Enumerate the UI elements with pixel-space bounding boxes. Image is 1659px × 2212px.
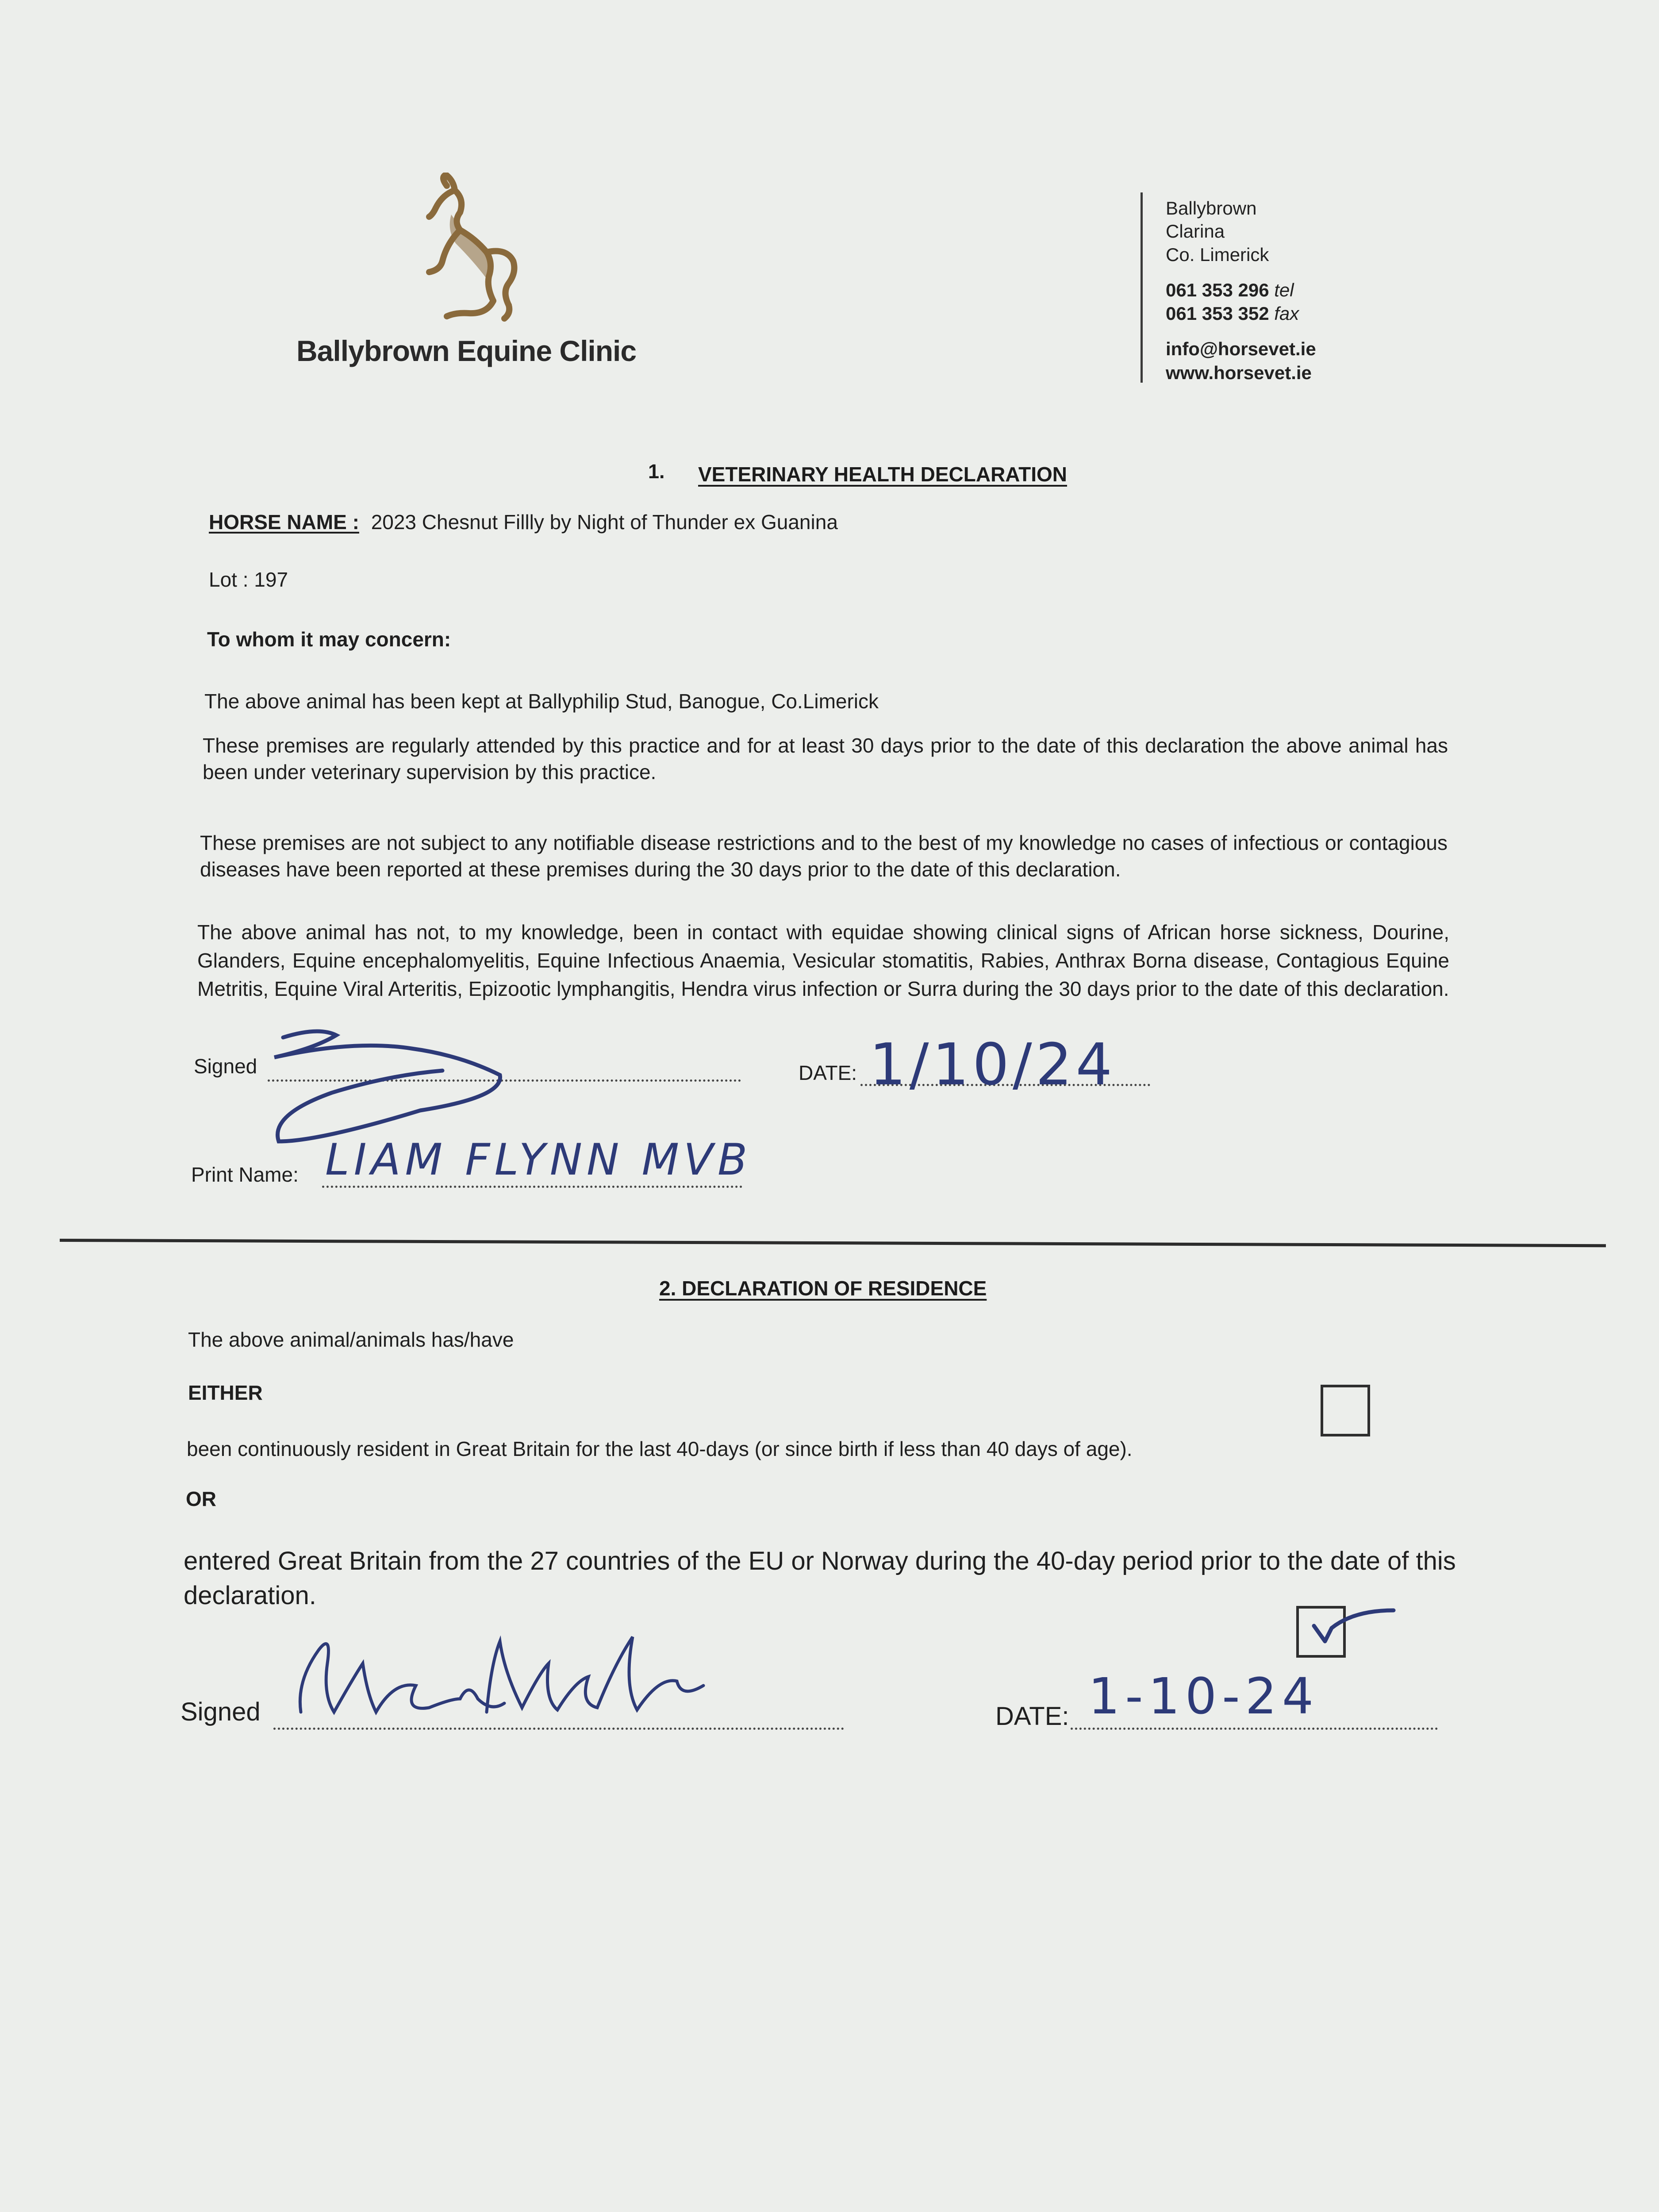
section-2-date-line[interactable] [1071, 1728, 1438, 1730]
phone-suffix: tel [1274, 280, 1294, 300]
horse-name-row [209, 509, 838, 535]
email[interactable]: info@horsevet.ie [1166, 338, 1316, 359]
or-label: OR [186, 1487, 216, 1510]
website[interactable]: www.horsevet.ie [1166, 362, 1312, 383]
address-line-2: Clarina [1166, 221, 1225, 242]
clinic-name: Ballybrown Equine Clinic [296, 334, 637, 367]
rearing-horse-logo-icon [398, 173, 531, 323]
section-2-date-value: 1-10-24 [1088, 1668, 1319, 1725]
fax-number: 061 353 352 [1166, 303, 1269, 324]
section-2-title: 2. DECLARATION OF RESIDENCE [659, 1277, 987, 1300]
option-1-text: been continuously resident in Great Britain for the last 40-days (or since birth if less than 40 days of age). [187, 1437, 1133, 1460]
fax-line [1166, 304, 1299, 323]
print-name-label: Print Name: [191, 1163, 299, 1186]
lot-number: Lot : 197 [209, 568, 288, 591]
phone-number: 061 353 296 [1166, 280, 1269, 300]
section-1-signed-label: Signed [194, 1055, 257, 1078]
section-2-intro: The above animal/animals has/have [188, 1328, 514, 1351]
paragraph-supervision: These premises are regularly attended by this practice and for at least 30 days prior to the date of this declaration the above animal has been under veterinary supervision by this practice. [203, 734, 1448, 783]
section-1-date-label: DATE: [799, 1061, 857, 1084]
paragraph-premises: The above animal has been kept at Ballyphilip Stud, Banogue, Co.Limerick [204, 690, 879, 713]
option-1-checkbox[interactable] [1321, 1385, 1370, 1436]
section-divider [60, 1239, 1606, 1247]
phone-line [1166, 281, 1294, 300]
section-1-title: VETERINARY HEALTH DECLARATION [698, 463, 1067, 486]
owner-signature [292, 1610, 717, 1730]
vet-signature [265, 1022, 513, 1150]
horse-name-label: HORSE NAME : [209, 511, 359, 534]
letterhead-divider [1141, 192, 1143, 383]
horse-name-value: 2023 Chesnut Fillly by Night of Thunder ex Guanina [371, 511, 838, 534]
salutation: To whom it may concern: [207, 628, 451, 651]
section-1-date-value: 1/10/24 [869, 1031, 1116, 1098]
either-label: EITHER [188, 1381, 263, 1404]
option-2-text: entered Great Britain from the 27 countries of the EU or Norway during the 40-day period prior to the date of this declaration. [184, 1547, 1456, 1610]
print-name-line[interactable] [322, 1186, 742, 1188]
paragraph-restrictions: These premises are not subject to any notifiable disease restrictions and to the best of my knowledge no cases of infectious or contagious diseases have been reported at these premises during the 30 days prior to the date of this declaration. [200, 831, 1448, 881]
section-1-number: 1. [648, 460, 665, 483]
address-line-1: Ballybrown [1166, 198, 1257, 219]
print-name-value: LIAM FLYNN MVB [325, 1135, 752, 1185]
checkmark-icon [1305, 1601, 1402, 1650]
fax-suffix: fax [1274, 303, 1299, 324]
section-2-date-label: DATE: [995, 1702, 1069, 1731]
section-2-signed-label: Signed [180, 1697, 261, 1726]
paragraph-disease-contact: The above animal has not, to my knowledge, been in contact with equidae showing clinical signs of African horse sickness, Dourine, Glanders, Equine encephalomyelitis, Equine Infectious Anaemia, Vesicular stomatitis, Rabies, Anthrax Borna disease, Contagious Equine Metritis, Equine Viral Arteritis, Epizootic lymphangitis, Hendra virus infection or Surra during the 30 days prior to the date of this declaration. [197, 921, 1449, 1000]
address-line-3: Co. Limerick [1166, 244, 1269, 265]
